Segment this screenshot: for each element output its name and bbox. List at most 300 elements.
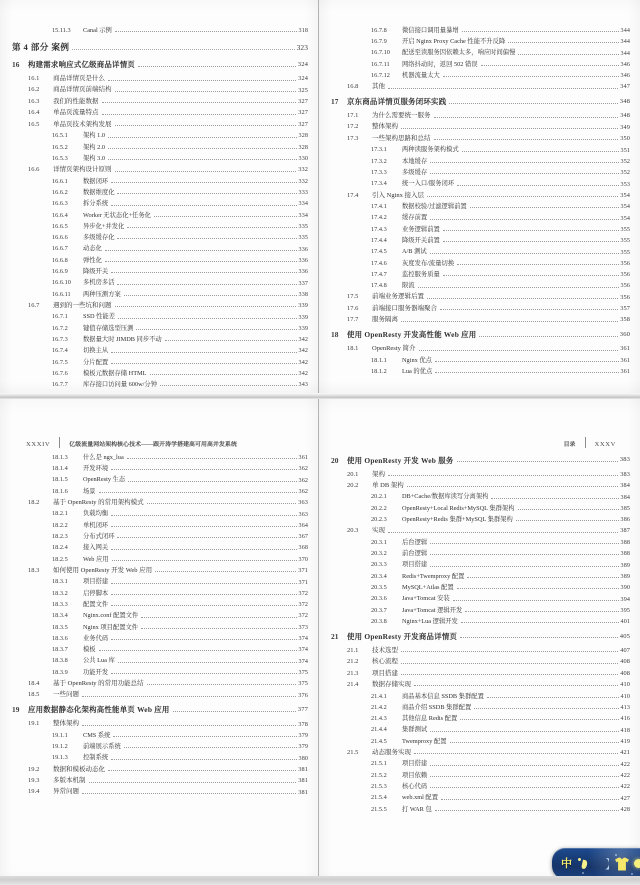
toc-entry[interactable] bbox=[12, 324, 308, 332]
toc-entry-number: 18.1.2 bbox=[371, 368, 387, 376]
toc-entry-title: 技术选型 bbox=[372, 646, 398, 654]
toc-entry-page-number: 386 bbox=[620, 517, 630, 524]
toc-entry-number: 20.3.1 bbox=[371, 538, 387, 546]
toc-leader-dots bbox=[450, 737, 619, 743]
toc-entry[interactable] bbox=[12, 544, 308, 552]
toc-entry[interactable] bbox=[331, 504, 630, 512]
toc-entry-number: 17.5 bbox=[347, 293, 359, 301]
toc-entry-number: 19.2 bbox=[28, 765, 40, 773]
toc-entry[interactable] bbox=[12, 498, 308, 506]
toc-entry[interactable] bbox=[331, 367, 630, 375]
toc-leader-dots bbox=[479, 331, 617, 337]
toc-entry-title: 如何使用 OpenResty 开发 Web 应用 bbox=[53, 566, 153, 574]
toc-entry[interactable] bbox=[331, 316, 630, 324]
toc-entry[interactable] bbox=[12, 369, 308, 377]
toc-entry[interactable] bbox=[12, 645, 308, 653]
toc-entry-title: 限流 bbox=[402, 282, 415, 290]
toc-entry[interactable] bbox=[331, 282, 630, 290]
toc-entry[interactable] bbox=[12, 86, 308, 94]
toc-entry[interactable] bbox=[12, 578, 308, 586]
header-spacer bbox=[12, 4, 308, 22]
toc-entry[interactable] bbox=[331, 304, 630, 312]
toc-entry-number: 21.5.1 bbox=[371, 760, 387, 768]
toc-entry-page-number: 361 bbox=[298, 454, 308, 461]
toc-entry-number: 16.6.3 bbox=[52, 200, 68, 208]
toc-entry-title: 数据量大时 JIMDB 同步不动 bbox=[83, 335, 162, 343]
toc-entry-title: OpenResty 简介 bbox=[372, 345, 416, 353]
toc-entry-number: 21.5.2 bbox=[371, 771, 387, 779]
toc-entry[interactable] bbox=[12, 742, 308, 750]
toc-entry[interactable] bbox=[12, 510, 308, 518]
punctuation-mode-icon[interactable] bbox=[577, 855, 591, 873]
toc-entry[interactable] bbox=[331, 214, 630, 222]
toc-entry[interactable] bbox=[12, 731, 308, 739]
toc-entry[interactable] bbox=[331, 703, 630, 711]
toc-leader-dots bbox=[418, 282, 619, 288]
toc-leader-dots bbox=[111, 544, 296, 550]
toc-entry-page-number: 419 bbox=[620, 738, 630, 745]
toc-entry[interactable] bbox=[12, 222, 308, 230]
toc-entry[interactable] bbox=[331, 583, 630, 591]
toc-leader-dots bbox=[441, 794, 619, 800]
toc-entry-title: 商品介绍 SSDB 集群配置 bbox=[402, 703, 472, 711]
toc-leader-dots bbox=[111, 358, 296, 364]
toc-entry-title: 负载均衡 bbox=[83, 510, 109, 518]
toc-entry[interactable] bbox=[12, 634, 308, 642]
toc-entry[interactable] bbox=[12, 657, 308, 665]
toc-entry-number: 16.7.6 bbox=[52, 369, 68, 377]
toc-entry[interactable] bbox=[12, 267, 308, 275]
toc-entry-number: 16.5.3 bbox=[52, 154, 68, 162]
toc-entry[interactable] bbox=[331, 37, 630, 45]
toc-entry[interactable] bbox=[331, 60, 630, 68]
toc-entry[interactable] bbox=[331, 112, 630, 120]
toc-entry[interactable] bbox=[331, 760, 630, 768]
toc-leader-dots bbox=[115, 86, 297, 92]
scanned-page-bottom-left[interactable] bbox=[0, 399, 318, 885]
toc-entry[interactable] bbox=[331, 248, 630, 256]
toc-entry[interactable] bbox=[331, 168, 630, 176]
toc-leader-dots bbox=[115, 120, 297, 126]
toc-entry[interactable] bbox=[12, 26, 308, 34]
toc-entry[interactable] bbox=[12, 43, 308, 52]
toc-entry[interactable] bbox=[12, 256, 308, 264]
folio-number: XXXV bbox=[594, 441, 616, 448]
scanned-page-top-left[interactable] bbox=[0, 0, 318, 393]
header-rule bbox=[585, 437, 586, 448]
toc-leader-dots bbox=[111, 177, 296, 183]
toc-entry[interactable] bbox=[331, 714, 630, 722]
toc-entry[interactable] bbox=[331, 680, 630, 688]
toc-entry-number: 21.1 bbox=[347, 646, 359, 654]
toc-entry[interactable] bbox=[331, 561, 630, 569]
toc-entry[interactable] bbox=[331, 646, 630, 654]
toc-entry[interactable] bbox=[12, 61, 308, 69]
toc-entry[interactable] bbox=[331, 606, 630, 614]
toc-leader-dots bbox=[141, 623, 296, 629]
toc-leader-dots bbox=[150, 369, 297, 375]
toc-entry-number: 16.6.4 bbox=[52, 211, 68, 219]
toc-entry-number: 21.5.3 bbox=[371, 783, 387, 791]
page-content-top-right bbox=[331, 0, 630, 393]
toc-entry-page-number: 372 bbox=[298, 602, 308, 609]
toc-entry-page-number: 363 bbox=[298, 498, 308, 506]
toc-entry-page-number: 351 bbox=[620, 147, 630, 154]
toc-entry-number: 16.7.8 bbox=[371, 26, 387, 34]
toc-entry[interactable] bbox=[12, 177, 308, 185]
toc-entry-number: 16.7.5 bbox=[52, 358, 68, 366]
toc-leader-dots bbox=[516, 515, 619, 521]
toc-entry-number: 17.4.5 bbox=[371, 248, 387, 256]
toc-entry[interactable] bbox=[12, 777, 308, 785]
toc-entry-title: 两种读服务架构模式 bbox=[402, 146, 459, 154]
toc-entry-number: 20.3.6 bbox=[371, 595, 387, 603]
toc-entry[interactable] bbox=[331, 157, 630, 165]
toc-entry-title: DB+Cache/数据库读写分离架构 bbox=[402, 493, 489, 501]
toc-entry-number: 21.4.5 bbox=[371, 737, 387, 745]
toc-entry[interactable] bbox=[331, 737, 630, 745]
toc-entry-number: 18.3.5 bbox=[52, 623, 68, 631]
toc-entry[interactable] bbox=[331, 572, 630, 580]
toc-leader-dots bbox=[430, 782, 618, 788]
toc-entry[interactable] bbox=[12, 476, 308, 484]
toc-entry-page-number: 324 bbox=[298, 75, 308, 83]
book-title: 亿级流量网站架构核心技术——跟开涛学搭建高可用高并发系统 bbox=[69, 442, 237, 448]
toc-entry-page-number: 346 bbox=[620, 61, 630, 68]
toc-entry-page-number: 381 bbox=[298, 765, 308, 773]
toc-entry-number: 16.5.1 bbox=[52, 132, 68, 140]
toc-entry[interactable] bbox=[12, 245, 308, 253]
toc-entry[interactable] bbox=[331, 270, 630, 278]
toc-entry[interactable] bbox=[331, 293, 630, 301]
toc-entry-title: 项目搭建 bbox=[402, 760, 428, 768]
toc-entry[interactable] bbox=[12, 380, 308, 388]
toc-entry-number: 18.2 bbox=[28, 498, 40, 506]
toc-entry-page-number: 342 bbox=[298, 371, 308, 378]
toc-entry[interactable] bbox=[331, 748, 630, 756]
toc-entry-page-number: 368 bbox=[298, 545, 308, 552]
toc-entry-page-number: 362 bbox=[298, 488, 308, 495]
toc-entry[interactable] bbox=[331, 669, 630, 677]
ime-menu-sun-icon[interactable] bbox=[634, 855, 640, 873]
toc-entry-title: 单 DB 架构 bbox=[372, 481, 404, 489]
header-rule bbox=[59, 437, 60, 448]
toc-entry-number: 21.4.2 bbox=[371, 703, 387, 711]
toc-entry[interactable] bbox=[12, 720, 308, 728]
toc-entry-page-number: 361 bbox=[620, 357, 630, 364]
toc-entry[interactable] bbox=[12, 109, 308, 117]
toc-entry-page-number: 383 bbox=[620, 470, 630, 478]
toc-entry[interactable] bbox=[331, 180, 630, 188]
toc-leader-dots bbox=[430, 157, 618, 163]
toc-entry[interactable] bbox=[331, 805, 630, 813]
toc-entry-page-number: 373 bbox=[298, 624, 308, 631]
toc-entry-page-number: 363 bbox=[298, 511, 308, 518]
toc-entry[interactable] bbox=[331, 794, 630, 802]
toc-entry-title: 本地缓存 bbox=[402, 157, 428, 165]
toc-entry[interactable] bbox=[331, 123, 630, 131]
toc-entry[interactable] bbox=[331, 202, 630, 210]
toc-entry-page-number: 348 bbox=[619, 97, 630, 105]
toc-leader-dots bbox=[457, 259, 618, 265]
toc-entry-title: 数据和模板动态化 bbox=[53, 765, 105, 773]
toc-entry-page-number: 361 bbox=[620, 345, 630, 353]
toc-entry-number: 21.4.3 bbox=[371, 715, 387, 723]
toc-entry[interactable] bbox=[331, 345, 630, 353]
toc-entry[interactable] bbox=[12, 143, 308, 151]
scanned-page-top-right[interactable] bbox=[319, 0, 640, 393]
toc-entry-number: 18.4 bbox=[28, 679, 40, 687]
toc-entry-title: 商品详情页是什么 bbox=[53, 75, 105, 83]
toc-leader-dots bbox=[430, 549, 618, 555]
toc-leader-dots bbox=[155, 566, 296, 572]
toc-entry[interactable] bbox=[331, 692, 630, 700]
toc-entry[interactable] bbox=[12, 765, 308, 773]
toc-entry-number: 17.3.3 bbox=[371, 169, 387, 177]
toc-entry[interactable] bbox=[331, 236, 630, 244]
toc-entry[interactable] bbox=[12, 754, 308, 762]
toc-entry-number: 17.1 bbox=[347, 112, 359, 120]
toc-leader-dots bbox=[99, 487, 297, 493]
toc-entry-title: 项目搭建 bbox=[402, 561, 428, 569]
toc-entry[interactable] bbox=[12, 706, 308, 714]
toc-leader-dots bbox=[481, 60, 619, 66]
toc-entry[interactable] bbox=[12, 612, 308, 620]
toc-entry[interactable] bbox=[12, 464, 308, 472]
toc-entry-number: 16.8 bbox=[347, 83, 359, 91]
toc-leader-dots bbox=[430, 538, 618, 544]
toc-leader-dots bbox=[427, 293, 618, 299]
toc-entry-page-number: 354 bbox=[620, 215, 630, 222]
toc-entry[interactable] bbox=[331, 771, 630, 779]
toc-entry-number: 21.2 bbox=[347, 658, 359, 666]
toc-entry[interactable] bbox=[12, 600, 308, 608]
toc-entry-page-number: 355 bbox=[620, 226, 630, 233]
toc-entry[interactable] bbox=[331, 356, 630, 364]
toc-entry[interactable] bbox=[331, 225, 630, 233]
toc-leader-dots bbox=[111, 578, 296, 584]
toc-entry[interactable] bbox=[12, 120, 308, 128]
toc-entry-page-number: 328 bbox=[298, 144, 308, 151]
toc-entry[interactable] bbox=[331, 595, 630, 603]
toc-entry[interactable] bbox=[331, 470, 630, 478]
toc-entry-number: 16.6.6 bbox=[52, 234, 68, 242]
toc-entry-number: 20.2.1 bbox=[371, 493, 387, 501]
toc-entry-number: 16.6.8 bbox=[52, 256, 68, 264]
toc-entry[interactable] bbox=[331, 259, 630, 267]
toc-entry[interactable] bbox=[331, 331, 630, 339]
toc-entry-number: 16.7.7 bbox=[52, 381, 68, 389]
toc-entry-number: 19.1.3 bbox=[52, 754, 68, 762]
toc-entry[interactable] bbox=[12, 313, 308, 321]
toc-entry-title: Nginx 项目配置文件 bbox=[83, 623, 139, 631]
toc-entry[interactable] bbox=[12, 788, 308, 796]
toc-leader-dots bbox=[108, 132, 297, 138]
toc-entry-page-number: 371 bbox=[298, 566, 308, 574]
toc-entry-title: 拆分系统 bbox=[83, 200, 109, 208]
toc-entry[interactable] bbox=[331, 515, 630, 523]
toc-entry-number: 16.6.1 bbox=[52, 177, 68, 185]
toc-leader-dots bbox=[457, 180, 618, 186]
toc-entry[interactable] bbox=[12, 555, 308, 563]
toc-entry[interactable] bbox=[331, 493, 630, 501]
toc-entry[interactable] bbox=[12, 453, 308, 461]
toc-entry-page-number: 377 bbox=[297, 706, 308, 714]
toc-entry-title: 架构 2.0 bbox=[83, 143, 106, 151]
toc-entry-page-number: 328 bbox=[298, 133, 308, 140]
toc-entry[interactable] bbox=[12, 532, 308, 540]
toc-entry-number: 20.2.3 bbox=[371, 516, 387, 524]
toc-entry[interactable] bbox=[12, 521, 308, 529]
toc-entry-number: 17.6 bbox=[347, 304, 359, 312]
toc-entry-title: 后台逻辑 bbox=[402, 538, 428, 546]
toc-entry[interactable] bbox=[12, 279, 308, 287]
toc-leader-dots bbox=[401, 646, 618, 652]
toc-entry[interactable] bbox=[12, 233, 308, 241]
toc-entry-title: MySQL+Atlas 配置 bbox=[402, 584, 454, 592]
toc-entry-title: 架构 1.0 bbox=[83, 132, 106, 140]
toc-entry[interactable] bbox=[12, 589, 308, 597]
toc-entry[interactable] bbox=[331, 632, 630, 640]
toc-entry[interactable] bbox=[12, 166, 308, 174]
toc-list-bottom-left bbox=[12, 453, 308, 796]
toc-entry[interactable] bbox=[12, 188, 308, 196]
toc-leader-dots bbox=[115, 26, 297, 32]
toc-leader-dots bbox=[82, 720, 296, 726]
toc-entry-page-number: 374 bbox=[298, 647, 308, 654]
toc-entry[interactable] bbox=[12, 75, 308, 83]
toc-entry[interactable] bbox=[12, 290, 308, 298]
ime-skin-shirt-icon[interactable] bbox=[615, 855, 629, 873]
toc-entry[interactable] bbox=[331, 49, 630, 57]
toc-entry-number: 19.1.2 bbox=[52, 743, 68, 751]
toc-entry-number: 20.3 bbox=[347, 527, 359, 535]
toc-entry-page-number: 354 bbox=[620, 204, 630, 211]
toc-entry-page-number: 356 bbox=[620, 283, 630, 290]
toc-entry-page-number: 389 bbox=[620, 562, 630, 569]
toc-entry[interactable] bbox=[331, 617, 630, 625]
toc-entry-number: 16.6 bbox=[28, 166, 40, 174]
toc-entry[interactable] bbox=[331, 549, 630, 557]
chinese-english-toggle-icon[interactable] bbox=[561, 855, 572, 873]
toc-entry[interactable] bbox=[331, 481, 630, 489]
toc-entry-number: 16.7.3 bbox=[52, 335, 68, 343]
toc-entry-number: 20.1 bbox=[347, 470, 359, 478]
toc-entry-page-number: 357 bbox=[620, 304, 630, 312]
toc-entry-title: 切换主从 bbox=[83, 347, 109, 355]
toc-entry[interactable] bbox=[12, 668, 308, 676]
toc-entry[interactable] bbox=[12, 623, 308, 631]
toc-entry-page-number: 387 bbox=[620, 527, 630, 535]
toc-leader-dots bbox=[102, 97, 297, 103]
toc-list-top-right bbox=[331, 26, 630, 375]
toc-leader-dots bbox=[82, 691, 296, 697]
toc-leader-dots bbox=[89, 777, 297, 783]
toc-entry[interactable] bbox=[331, 527, 630, 535]
toc-entry[interactable] bbox=[331, 726, 630, 734]
toc-entry[interactable] bbox=[331, 26, 630, 34]
toc-entry[interactable] bbox=[331, 146, 630, 154]
toc-leader-dots bbox=[407, 481, 618, 487]
toc-entry[interactable] bbox=[12, 566, 308, 574]
toc-leader-dots bbox=[508, 37, 618, 43]
ime-cn-glyph: 中 bbox=[561, 857, 572, 870]
toc-entry-title: 使用 OpenResty 开发商品详情页 bbox=[347, 631, 458, 641]
toc-entry[interactable] bbox=[12, 487, 308, 495]
toc-entry[interactable] bbox=[12, 358, 308, 366]
toc-entry-page-number: 367 bbox=[298, 534, 308, 541]
sparkle-decoration bbox=[615, 854, 617, 856]
toc-leader-dots bbox=[160, 380, 297, 386]
toc-entry[interactable] bbox=[331, 191, 630, 199]
toc-entry-title: 单品页技术架构发展 bbox=[53, 120, 112, 128]
toc-entry-title: 使用 OpenResty 开发 Web 服务 bbox=[347, 455, 454, 465]
toc-leader-dots bbox=[117, 233, 296, 239]
toc-entry-title: 集群测试 bbox=[402, 726, 428, 734]
toc-leader-dots bbox=[427, 191, 618, 197]
toc-entry[interactable] bbox=[12, 679, 308, 687]
toc-entry-title: 核心流程 bbox=[372, 658, 398, 666]
toc-entry-page-number: 380 bbox=[298, 755, 308, 762]
toc-leader-dots bbox=[111, 347, 296, 353]
toc-entry-title: 公共 Lua 库 bbox=[83, 657, 115, 665]
toc-entry-number: 18.2.4 bbox=[52, 544, 68, 552]
toc-entry-page-number: 344 bbox=[620, 27, 630, 34]
toc-entry[interactable] bbox=[331, 71, 630, 79]
toc-entry[interactable] bbox=[12, 347, 308, 355]
toc-entry-page-number: 335 bbox=[298, 235, 308, 242]
toc-entry-title: 配置文件 bbox=[83, 600, 109, 608]
toc-entry[interactable] bbox=[331, 658, 630, 666]
toc-entry-page-number: 421 bbox=[620, 749, 630, 757]
toc-entry-page-number: 394 bbox=[620, 596, 630, 603]
toc-entry-number: 18.5 bbox=[28, 691, 40, 699]
toc-entry-number: 16.5 bbox=[28, 120, 40, 128]
scanned-page-bottom-right[interactable] bbox=[319, 399, 640, 885]
toc-entry[interactable] bbox=[331, 134, 630, 142]
toc-entry[interactable] bbox=[12, 335, 308, 343]
toc-entry[interactable] bbox=[331, 83, 630, 91]
toc-leader-dots bbox=[111, 634, 296, 640]
toc-leader-dots bbox=[111, 267, 296, 273]
toc-entry-title: Nginx 优点 bbox=[402, 356, 432, 364]
toc-entry-number: 16.3 bbox=[28, 97, 40, 105]
toc-entry[interactable] bbox=[331, 538, 630, 546]
toc-entry[interactable] bbox=[12, 154, 308, 162]
toc-entry-page-number: 335 bbox=[298, 224, 308, 231]
toc-leader-dots bbox=[465, 606, 618, 612]
night-mode-moon-icon[interactable] bbox=[596, 855, 610, 873]
toc-entry-number: 18.2.1 bbox=[52, 510, 68, 518]
toc-entry-title: 数据维度化 bbox=[83, 188, 115, 196]
toc-entry[interactable] bbox=[12, 691, 308, 699]
toc-entry[interactable] bbox=[12, 132, 308, 140]
toc-entry[interactable] bbox=[12, 200, 308, 208]
toc-entry-page-number: 408 bbox=[620, 658, 630, 666]
toc-entry-number: 18.3.2 bbox=[52, 589, 68, 597]
sogou-ime-floating-toolbar[interactable] bbox=[552, 848, 640, 879]
toc-entry[interactable] bbox=[12, 97, 308, 105]
toc-entry-title: 两种压测方案 bbox=[83, 290, 121, 298]
toc-entry[interactable] bbox=[331, 98, 630, 106]
toc-leader-dots bbox=[118, 313, 297, 319]
toc-entry-title: 单机闭环 bbox=[83, 521, 109, 529]
toc-entry[interactable] bbox=[331, 782, 630, 790]
toc-entry[interactable] bbox=[331, 456, 630, 464]
toc-entry[interactable] bbox=[12, 301, 308, 309]
toc-leader-dots bbox=[401, 123, 618, 129]
toc-entry[interactable] bbox=[12, 211, 308, 219]
